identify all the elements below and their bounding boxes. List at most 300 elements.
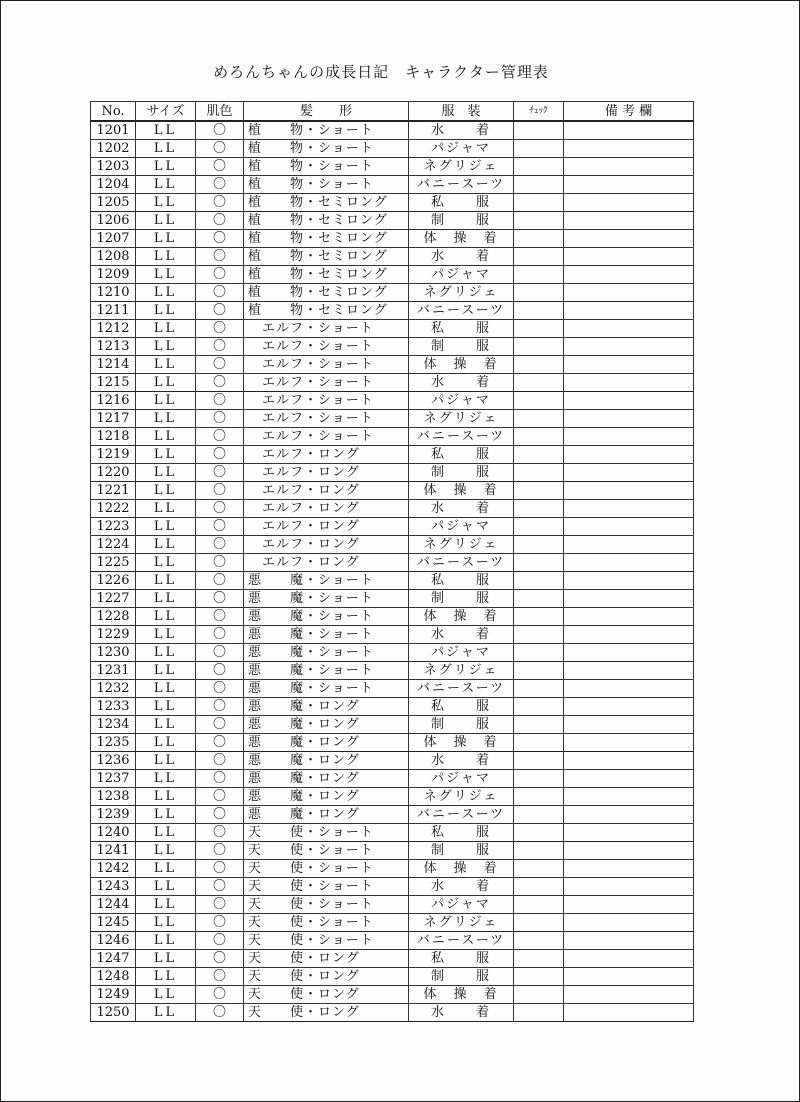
cell-size: LL xyxy=(136,500,196,518)
cell-skin: 〇 xyxy=(196,518,244,536)
cell-no: 1243 xyxy=(91,878,136,896)
table-row xyxy=(91,248,694,266)
header-clothes: 服 装 xyxy=(409,102,514,122)
cell-no: 1215 xyxy=(91,374,136,392)
cell-clothes: 体 操 着 xyxy=(409,482,514,500)
cell-check xyxy=(514,968,564,986)
cell-no: 1203 xyxy=(91,158,136,176)
cell-size: LL xyxy=(136,320,196,338)
cell-size: LL xyxy=(136,824,196,842)
cell-no: 1210 xyxy=(91,284,136,302)
cell-hair: エルフ・ショート xyxy=(244,356,409,374)
cell-skin: 〇 xyxy=(196,950,244,968)
cell-notes xyxy=(564,302,694,320)
cell-skin: 〇 xyxy=(196,968,244,986)
cell-check xyxy=(514,608,564,626)
cell-skin: 〇 xyxy=(196,500,244,518)
cell-hair: 植 物・セミロング xyxy=(244,212,409,230)
cell-size: LL xyxy=(136,626,196,644)
cell-size: LL xyxy=(136,158,196,176)
cell-clothes: パジャマ xyxy=(409,896,514,914)
cell-check xyxy=(514,950,564,968)
cell-notes xyxy=(564,446,694,464)
cell-no: 1229 xyxy=(91,626,136,644)
cell-notes xyxy=(564,518,694,536)
cell-skin: 〇 xyxy=(196,1004,244,1022)
cell-clothes: ネグリジェ xyxy=(409,788,514,806)
cell-notes xyxy=(564,986,694,1004)
cell-notes xyxy=(564,248,694,266)
cell-skin: 〇 xyxy=(196,626,244,644)
cell-hair: 天 使・ショート xyxy=(244,932,409,950)
cell-no: 1209 xyxy=(91,266,136,284)
table-row xyxy=(91,446,694,464)
cell-hair: 天 使・ロング xyxy=(244,1004,409,1022)
cell-notes xyxy=(564,410,694,428)
table-row xyxy=(91,284,694,302)
cell-hair: 悪 魔・ショート xyxy=(244,680,409,698)
cell-notes xyxy=(564,968,694,986)
cell-clothes: 水 着 xyxy=(409,500,514,518)
cell-hair: エルフ・ショート xyxy=(244,410,409,428)
cell-notes xyxy=(564,392,694,410)
cell-check xyxy=(514,194,564,212)
cell-no: 1230 xyxy=(91,644,136,662)
cell-no: 1250 xyxy=(91,1004,136,1022)
cell-clothes: ネグリジェ xyxy=(409,914,514,932)
cell-hair: 悪 魔・ロング xyxy=(244,734,409,752)
cell-check xyxy=(514,1004,564,1022)
cell-no: 1223 xyxy=(91,518,136,536)
cell-hair: エルフ・ショート xyxy=(244,428,409,446)
cell-check xyxy=(514,644,564,662)
cell-check xyxy=(514,680,564,698)
cell-size: LL xyxy=(136,680,196,698)
cell-no: 1242 xyxy=(91,860,136,878)
cell-hair: 天 使・ショート xyxy=(244,914,409,932)
cell-clothes: 水 着 xyxy=(409,878,514,896)
cell-skin: 〇 xyxy=(196,176,244,194)
table-row xyxy=(91,482,694,500)
cell-hair: 植 物・セミロング xyxy=(244,248,409,266)
cell-check xyxy=(514,842,564,860)
cell-check xyxy=(514,770,564,788)
table-row xyxy=(91,140,694,158)
table-row xyxy=(91,788,694,806)
header-hair: 髪 形 xyxy=(244,102,409,122)
table-row xyxy=(91,716,694,734)
cell-hair: エルフ・ロング xyxy=(244,446,409,464)
table-row xyxy=(91,950,694,968)
cell-check xyxy=(514,284,564,302)
cell-hair: エルフ・ロング xyxy=(244,536,409,554)
cell-hair: 天 使・ロング xyxy=(244,950,409,968)
cell-size: LL xyxy=(136,410,196,428)
cell-notes xyxy=(564,878,694,896)
cell-skin: 〇 xyxy=(196,194,244,212)
cell-notes xyxy=(564,464,694,482)
cell-skin: 〇 xyxy=(196,590,244,608)
cell-notes xyxy=(564,320,694,338)
table-row xyxy=(91,410,694,428)
cell-size: LL xyxy=(136,392,196,410)
cell-clothes: 私 服 xyxy=(409,320,514,338)
table-row xyxy=(91,158,694,176)
cell-no: 1212 xyxy=(91,320,136,338)
cell-hair: 植 物・ショート xyxy=(244,176,409,194)
cell-size: LL xyxy=(136,266,196,284)
cell-hair: 植 物・セミロング xyxy=(244,266,409,284)
cell-no: 1244 xyxy=(91,896,136,914)
cell-check xyxy=(514,554,564,572)
cell-skin: 〇 xyxy=(196,140,244,158)
cell-check xyxy=(514,662,564,680)
cell-skin: 〇 xyxy=(196,410,244,428)
cell-size: LL xyxy=(136,374,196,392)
table-row xyxy=(91,608,694,626)
cell-size: LL xyxy=(136,176,196,194)
cell-notes xyxy=(564,536,694,554)
table-row xyxy=(91,986,694,1004)
cell-notes xyxy=(564,932,694,950)
cell-check xyxy=(514,302,564,320)
cell-size: LL xyxy=(136,230,196,248)
cell-check xyxy=(514,374,564,392)
cell-clothes: ネグリジェ xyxy=(409,284,514,302)
table-row xyxy=(91,878,694,896)
cell-hair: 悪 魔・ショート xyxy=(244,590,409,608)
cell-no: 1227 xyxy=(91,590,136,608)
cell-check xyxy=(514,176,564,194)
cell-clothes: 私 服 xyxy=(409,698,514,716)
cell-notes xyxy=(564,680,694,698)
cell-size: LL xyxy=(136,968,196,986)
cell-clothes: パジャマ xyxy=(409,770,514,788)
table-row xyxy=(91,824,694,842)
cell-size: LL xyxy=(136,554,196,572)
cell-clothes: 水 着 xyxy=(409,1004,514,1022)
table-row xyxy=(91,121,694,140)
cell-no: 1238 xyxy=(91,788,136,806)
cell-skin: 〇 xyxy=(196,680,244,698)
cell-size: LL xyxy=(136,932,196,950)
cell-check xyxy=(514,824,564,842)
cell-size: LL xyxy=(136,121,196,140)
cell-hair: 悪 魔・ショート xyxy=(244,662,409,680)
cell-size: LL xyxy=(136,572,196,590)
cell-skin: 〇 xyxy=(196,446,244,464)
cell-size: LL xyxy=(136,878,196,896)
cell-size: LL xyxy=(136,302,196,320)
cell-check xyxy=(514,536,564,554)
cell-clothes: 私 服 xyxy=(409,446,514,464)
cell-notes xyxy=(564,428,694,446)
cell-no: 1226 xyxy=(91,572,136,590)
cell-clothes: 水 着 xyxy=(409,752,514,770)
cell-clothes: 体 操 着 xyxy=(409,356,514,374)
cell-no: 1233 xyxy=(91,698,136,716)
cell-size: LL xyxy=(136,140,196,158)
cell-check xyxy=(514,716,564,734)
table-row xyxy=(91,662,694,680)
cell-skin: 〇 xyxy=(196,860,244,878)
cell-clothes: パジャマ xyxy=(409,392,514,410)
cell-check xyxy=(514,248,564,266)
cell-hair: 天 使・ショート xyxy=(244,878,409,896)
cell-check xyxy=(514,266,564,284)
cell-notes xyxy=(564,194,694,212)
cell-check xyxy=(514,986,564,1004)
cell-hair: 植 物・ショート xyxy=(244,140,409,158)
cell-size: LL xyxy=(136,788,196,806)
header-row xyxy=(91,102,694,122)
cell-size: LL xyxy=(136,662,196,680)
cell-clothes: バニースーツ xyxy=(409,176,514,194)
cell-no: 1217 xyxy=(91,410,136,428)
table-row xyxy=(91,464,694,482)
cell-size: LL xyxy=(136,734,196,752)
table-row xyxy=(91,338,694,356)
cell-clothes: 私 服 xyxy=(409,194,514,212)
cell-hair: エルフ・ロング xyxy=(244,554,409,572)
cell-hair: 天 使・ショート xyxy=(244,824,409,842)
cell-hair: エルフ・ショート xyxy=(244,338,409,356)
cell-notes xyxy=(564,806,694,824)
cell-skin: 〇 xyxy=(196,698,244,716)
cell-size: LL xyxy=(136,284,196,302)
cell-check xyxy=(514,482,564,500)
cell-check xyxy=(514,356,564,374)
table-row xyxy=(91,896,694,914)
cell-no: 1222 xyxy=(91,500,136,518)
cell-no: 1206 xyxy=(91,212,136,230)
cell-clothes: 体 操 着 xyxy=(409,986,514,1004)
cell-skin: 〇 xyxy=(196,806,244,824)
cell-clothes: 制 服 xyxy=(409,338,514,356)
cell-check xyxy=(514,878,564,896)
cell-notes xyxy=(564,896,694,914)
cell-check xyxy=(514,464,564,482)
cell-size: LL xyxy=(136,716,196,734)
cell-notes xyxy=(564,572,694,590)
cell-notes xyxy=(564,338,694,356)
cell-skin: 〇 xyxy=(196,374,244,392)
cell-size: LL xyxy=(136,194,196,212)
cell-hair: 植 物・セミロング xyxy=(244,194,409,212)
table-row xyxy=(91,176,694,194)
cell-notes xyxy=(564,824,694,842)
table-row xyxy=(91,860,694,878)
cell-skin: 〇 xyxy=(196,824,244,842)
cell-size: LL xyxy=(136,212,196,230)
cell-check xyxy=(514,788,564,806)
cell-clothes: ネグリジェ xyxy=(409,662,514,680)
cell-size: LL xyxy=(136,986,196,1004)
table-row xyxy=(91,392,694,410)
cell-notes xyxy=(564,176,694,194)
cell-clothes: バニースーツ xyxy=(409,680,514,698)
cell-check xyxy=(514,230,564,248)
cell-skin: 〇 xyxy=(196,302,244,320)
cell-hair: エルフ・ロング xyxy=(244,518,409,536)
cell-clothes: バニースーツ xyxy=(409,806,514,824)
cell-clothes: パジャマ xyxy=(409,518,514,536)
cell-clothes: パジャマ xyxy=(409,266,514,284)
cell-check xyxy=(514,590,564,608)
table-body xyxy=(91,121,694,1022)
cell-skin: 〇 xyxy=(196,230,244,248)
table-row xyxy=(91,536,694,554)
cell-no: 1235 xyxy=(91,734,136,752)
cell-hair: 天 使・ロング xyxy=(244,986,409,1004)
cell-notes xyxy=(564,626,694,644)
cell-hair: 植 物・セミロング xyxy=(244,284,409,302)
cell-hair: 植 物・ショート xyxy=(244,158,409,176)
cell-skin: 〇 xyxy=(196,644,244,662)
table-row xyxy=(91,806,694,824)
cell-clothes: ネグリジェ xyxy=(409,158,514,176)
cell-notes xyxy=(564,734,694,752)
page-title: めろんちゃんの成長日記 キャラクター管理表 xyxy=(213,63,549,81)
cell-skin: 〇 xyxy=(196,428,244,446)
cell-clothes: 水 着 xyxy=(409,626,514,644)
cell-no: 1247 xyxy=(91,950,136,968)
cell-size: LL xyxy=(136,860,196,878)
cell-size: LL xyxy=(136,842,196,860)
cell-no: 1211 xyxy=(91,302,136,320)
table-row xyxy=(91,194,694,212)
cell-hair: エルフ・ショート xyxy=(244,320,409,338)
cell-skin: 〇 xyxy=(196,896,244,914)
cell-check xyxy=(514,500,564,518)
cell-clothes: 私 服 xyxy=(409,572,514,590)
cell-no: 1246 xyxy=(91,932,136,950)
cell-skin: 〇 xyxy=(196,716,244,734)
cell-notes xyxy=(564,500,694,518)
cell-check xyxy=(514,121,564,140)
table-row xyxy=(91,212,694,230)
cell-check xyxy=(514,158,564,176)
cell-clothes: バニースーツ xyxy=(409,932,514,950)
cell-check xyxy=(514,860,564,878)
cell-hair: 悪 魔・ロング xyxy=(244,716,409,734)
cell-skin: 〇 xyxy=(196,770,244,788)
header-size: サイズ xyxy=(136,102,196,122)
cell-no: 1239 xyxy=(91,806,136,824)
cell-clothes: 制 服 xyxy=(409,968,514,986)
table-row xyxy=(91,374,694,392)
table-row xyxy=(91,590,694,608)
cell-notes xyxy=(564,158,694,176)
cell-no: 1207 xyxy=(91,230,136,248)
table-row xyxy=(91,680,694,698)
cell-clothes: 制 服 xyxy=(409,212,514,230)
cell-notes xyxy=(564,842,694,860)
cell-clothes: パジャマ xyxy=(409,140,514,158)
cell-check xyxy=(514,572,564,590)
cell-hair: 悪 魔・ロング xyxy=(244,752,409,770)
cell-size: LL xyxy=(136,518,196,536)
cell-clothes: バニースーツ xyxy=(409,554,514,572)
cell-size: LL xyxy=(136,770,196,788)
cell-no: 1236 xyxy=(91,752,136,770)
cell-hair: エルフ・ショート xyxy=(244,392,409,410)
header-notes: 備 考 欄 xyxy=(564,102,694,122)
cell-no: 1220 xyxy=(91,464,136,482)
cell-notes xyxy=(564,698,694,716)
cell-skin: 〇 xyxy=(196,464,244,482)
cell-skin: 〇 xyxy=(196,608,244,626)
cell-size: LL xyxy=(136,1004,196,1022)
cell-clothes: 体 操 着 xyxy=(409,860,514,878)
cell-check xyxy=(514,698,564,716)
cell-skin: 〇 xyxy=(196,914,244,932)
cell-no: 1201 xyxy=(91,121,136,140)
table-row xyxy=(91,626,694,644)
cell-skin: 〇 xyxy=(196,878,244,896)
table-row xyxy=(91,302,694,320)
header-skin: 肌色 xyxy=(196,102,244,122)
table-row xyxy=(91,1004,694,1022)
cell-notes xyxy=(564,1004,694,1022)
cell-clothes: バニースーツ xyxy=(409,302,514,320)
cell-skin: 〇 xyxy=(196,392,244,410)
cell-size: LL xyxy=(136,914,196,932)
table-row xyxy=(91,968,694,986)
table-row xyxy=(91,842,694,860)
table-row xyxy=(91,428,694,446)
cell-no: 1232 xyxy=(91,680,136,698)
table-row xyxy=(91,356,694,374)
cell-size: LL xyxy=(136,806,196,824)
table-row xyxy=(91,230,694,248)
cell-hair: 天 使・ショート xyxy=(244,860,409,878)
cell-no: 1214 xyxy=(91,356,136,374)
cell-check xyxy=(514,806,564,824)
cell-notes xyxy=(564,752,694,770)
cell-no: 1205 xyxy=(91,194,136,212)
cell-clothes: 私 服 xyxy=(409,824,514,842)
cell-clothes: 水 着 xyxy=(409,121,514,140)
cell-no: 1208 xyxy=(91,248,136,266)
cell-skin: 〇 xyxy=(196,842,244,860)
cell-notes xyxy=(564,788,694,806)
table-row xyxy=(91,572,694,590)
cell-no: 1216 xyxy=(91,392,136,410)
table-row xyxy=(91,932,694,950)
cell-skin: 〇 xyxy=(196,158,244,176)
cell-clothes: 制 服 xyxy=(409,842,514,860)
cell-skin: 〇 xyxy=(196,320,244,338)
cell-skin: 〇 xyxy=(196,554,244,572)
cell-hair: エルフ・ロング xyxy=(244,500,409,518)
cell-hair: 天 使・ロング xyxy=(244,968,409,986)
cell-hair: 悪 魔・ショート xyxy=(244,608,409,626)
cell-check xyxy=(514,446,564,464)
cell-skin: 〇 xyxy=(196,248,244,266)
cell-check xyxy=(514,428,564,446)
cell-hair: 悪 魔・ロング xyxy=(244,770,409,788)
cell-skin: 〇 xyxy=(196,932,244,950)
cell-notes xyxy=(564,212,694,230)
cell-skin: 〇 xyxy=(196,121,244,140)
cell-hair: エルフ・ショート xyxy=(244,374,409,392)
table-row xyxy=(91,518,694,536)
cell-size: LL xyxy=(136,446,196,464)
cell-size: LL xyxy=(136,428,196,446)
cell-no: 1240 xyxy=(91,824,136,842)
cell-skin: 〇 xyxy=(196,482,244,500)
